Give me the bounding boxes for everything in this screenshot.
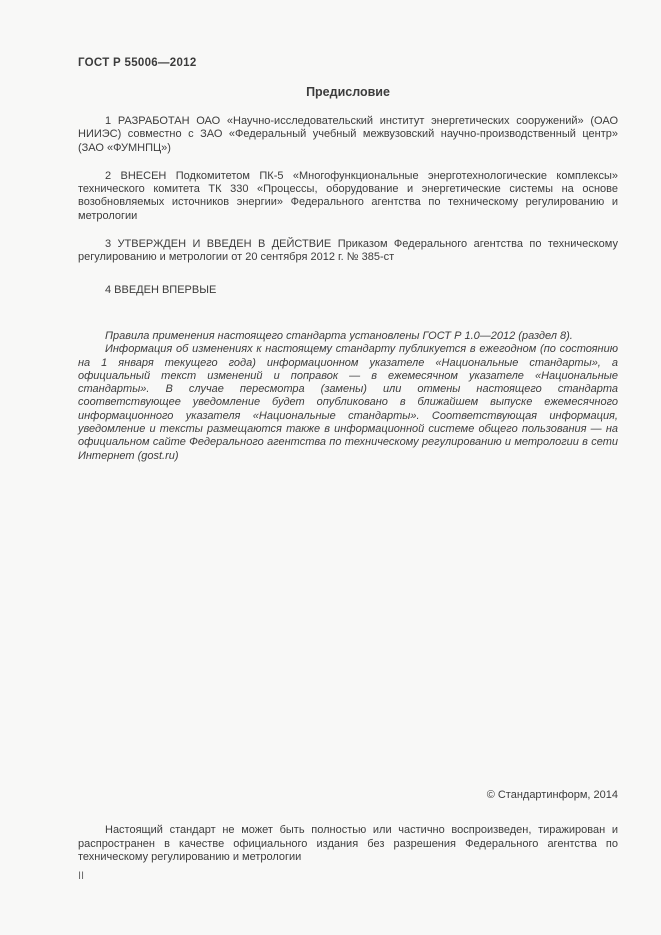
copyright-line: © Стандартинформ, 2014 [486, 788, 618, 801]
page-title: Предисловие [306, 85, 390, 99]
application-rules-notice: Правила применения настоящего стандарта установлены ГОСТ Р 1.0—2012 (раздел 8). [105, 329, 573, 342]
foreword-item-approved: 3 УТВЕРЖДЕН И ВВЕДЕН В ДЕЙСТВИЕ Приказом Федерального агентства по техническому регулированию и метрологии от 20 сентября 2012 г. № 385-ст [78, 238, 618, 264]
page-number: II [78, 870, 85, 883]
reproduction-restriction-notice: Настоящий стандарт не может быть полностью или частично воспроизведен, тиражирован и распространен в качестве официального издания без разрешения Федерального агентства по техническому регулированию и метрологии [78, 824, 618, 863]
foreword-item-submitted: 2 ВНЕСЕН Подкомитетом ПК-5 «Многофункциональные энерготехнологические комплексы» технического комитета ТК 330 «Процессы, оборудование и энергетические системы на основе возобновляемых источников энергии» Федерального агентства по техническому регулированию и метрологии [78, 169, 618, 222]
foreword-item-first-edition: 4 ВВЕДЕН ВПЕРВЫЕ [105, 283, 217, 296]
standard-designation: ГОСТ Р 55006—2012 [78, 57, 197, 69]
foreword-item-developed: 1 РАЗРАБОТАН ОАО «Научно-исследовательский институт энергетических сооружений» (ОАО НИИЭС) совместно с ЗАО «Федеральный учебный межвузовский научно-производственный центр» (ЗАО «ФУМНПЦ») [78, 115, 618, 154]
amendments-information-notice: Информация об изменениях к настоящему стандарту публикуется в ежегодном (по состоянию на 1 января текущего года) информационном указателе «Национальные стандарты», а официальный текст изменений и поправок — в ежемесячном указателе «Национальные стандарты». В случае пересмотра (замены) или отмены настоящего стандарта соответствующее уведомление будет опубликовано в ближайшем выпуске ежемесячного информационного указателя «Национальные стандарты». Соответствующая информация, уведомление и тексты размещаются также в информационной системе общего пользования — на официальном сайте Федерального агентства по техническому регулированию и метрологии в сети Интернет (gost.ru) [78, 343, 618, 462]
